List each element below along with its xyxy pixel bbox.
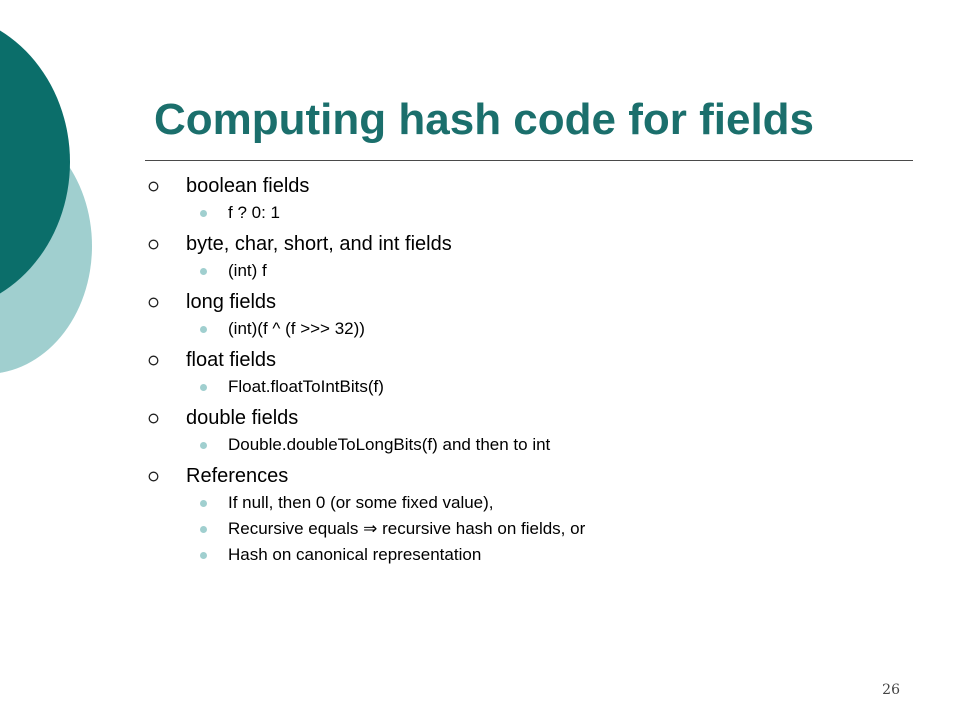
sub-bullet-list: [148, 200, 928, 226]
circle-bullet-icon: [148, 413, 159, 424]
bullet-level1: [148, 172, 928, 200]
sub-bullet-item: [148, 374, 928, 400]
sub-bullet-text: Hash on canonical representation: [228, 545, 482, 564]
sub-bullet-item: [148, 316, 928, 342]
bullet-level1: [148, 462, 928, 490]
bullet-level1: [148, 230, 928, 258]
sub-bullet-item: [148, 542, 928, 568]
sub-bullet-list: [148, 258, 928, 284]
bullet-text: long fields: [186, 291, 277, 313]
sub-bullet-text: (int) f: [228, 261, 267, 280]
bullet-item: [148, 346, 928, 400]
bullet-item: [148, 462, 928, 568]
dot-bullet-icon: [200, 552, 207, 559]
dot-bullet-icon: [200, 442, 207, 449]
sub-bullet-item: [148, 516, 928, 542]
dot-bullet-icon: [200, 526, 207, 533]
sub-bullet-list: [148, 316, 928, 342]
circle-bullet-icon: [148, 181, 159, 192]
bullet-list: [148, 172, 928, 572]
bullet-item: [148, 288, 928, 342]
sub-bullet-text: If null, then 0 (or some fixed value),: [228, 493, 494, 512]
bullet-text: References: [186, 465, 289, 487]
sub-bullet-list: [148, 374, 928, 400]
sub-bullet-item: [148, 258, 928, 284]
sub-bullet-text: Recursive equals ⇒ recursive hash on fields, or: [228, 519, 586, 538]
circle-bullet-icon: [148, 297, 159, 308]
dot-bullet-icon: [200, 268, 207, 275]
dot-bullet-icon: [200, 326, 207, 333]
sub-bullet-text: Float.floatToIntBits(f): [228, 377, 384, 396]
bullet-text: double fields: [186, 407, 299, 429]
dot-bullet-icon: [200, 500, 207, 507]
bullet-text: float fields: [186, 349, 277, 371]
slide-title: Computing hash code for fields: [154, 95, 815, 144]
sub-bullet-item: [148, 490, 928, 516]
sub-bullet-item: [148, 432, 928, 458]
title-divider: [145, 160, 913, 161]
dot-bullet-icon: [200, 210, 207, 217]
circle-bullet-icon: [148, 355, 159, 366]
bullet-item: [148, 230, 928, 284]
sub-bullet-item: [148, 200, 928, 226]
bullet-level1: [148, 404, 928, 432]
circle-bullet-icon: [148, 239, 159, 250]
bullet-text: byte, char, short, and int fields: [186, 233, 452, 255]
bullet-level1: [148, 346, 928, 374]
dot-bullet-icon: [200, 384, 207, 391]
circle-bullet-icon: [148, 471, 159, 482]
sub-bullet-list: [148, 432, 928, 458]
sub-bullet-text: Double.doubleToLongBits(f) and then to int: [228, 435, 551, 454]
bullet-item: [148, 404, 928, 458]
sub-bullet-text: (int)(f ^ (f >>> 32)): [228, 319, 365, 338]
bullet-level1: [148, 288, 928, 316]
sub-bullet-list: [148, 490, 928, 568]
sub-bullet-text: f ? 0: 1: [228, 203, 280, 222]
bullet-item: [148, 172, 928, 226]
page-number: 26: [882, 682, 900, 698]
bullet-text: boolean fields: [186, 175, 310, 197]
